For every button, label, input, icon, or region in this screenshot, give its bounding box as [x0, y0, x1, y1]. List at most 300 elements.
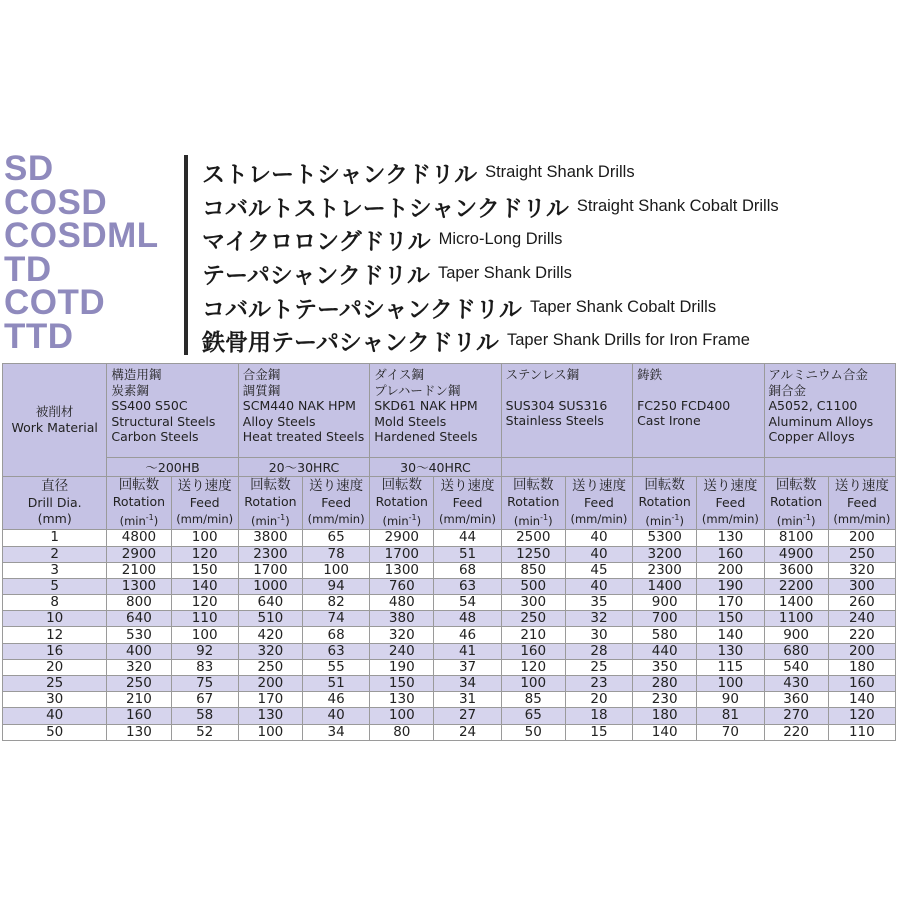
rotation-cell: 160 — [501, 643, 565, 659]
feed-cell: 65 — [302, 530, 369, 546]
rotation-cell: 5300 — [633, 530, 697, 546]
feed-en: Feed — [846, 494, 877, 510]
rotation-cell: 320 — [238, 643, 302, 659]
feed-cell: 46 — [302, 692, 369, 708]
product-title — [202, 190, 892, 224]
rotation-cell: 240 — [370, 643, 434, 659]
rotation-cell: 80 — [370, 724, 434, 740]
work-material-en: Work Material — [11, 420, 98, 435]
rotation-unit: $(\min^{-1})$ — [513, 513, 553, 528]
feed-jp: 送り速度 — [440, 478, 495, 495]
feed-cell: 120 — [171, 595, 238, 611]
rotation-header — [501, 477, 565, 530]
rotation-cell: 3600 — [764, 562, 828, 578]
drill-dia-cell: 2 — [3, 546, 107, 562]
feed-cell: 160 — [697, 546, 764, 562]
table-row — [3, 692, 896, 708]
title-jp: 鉄骨用テーパシャンクドリル — [202, 330, 499, 357]
product-code: COSD — [4, 182, 108, 222]
feed-cell: 40 — [565, 578, 632, 594]
rotation-unit: $(\min^{-1})$ — [119, 513, 159, 528]
rotation-cell: 50 — [501, 724, 565, 740]
feed-cell: 46 — [434, 627, 501, 643]
table-row — [3, 595, 896, 611]
table-row — [3, 708, 896, 724]
title-en: Straight Shank Cobalt Drills — [576, 196, 779, 215]
rotation-cell: 380 — [370, 611, 434, 627]
hardness-cell: 30～40HRC — [370, 458, 501, 477]
divider-bar — [184, 155, 188, 355]
rotation-cell: 130 — [370, 692, 434, 708]
rotation-cell: 1400 — [764, 595, 828, 611]
product-code: TD — [4, 249, 52, 289]
feed-cell: 44 — [434, 530, 501, 546]
rotation-cell: 360 — [764, 692, 828, 708]
material-grades: SS400 S50C — [111, 398, 188, 413]
drill-dia-cell: 30 — [3, 692, 107, 708]
feed-cell: 94 — [302, 578, 369, 594]
rotation-unit: $(\min^{-1})$ — [776, 513, 816, 528]
product-code: SD — [4, 149, 54, 188]
title-en: Taper Shank Drills for Iron Frame — [506, 331, 750, 350]
rotation-en: Rotation — [769, 493, 823, 509]
feed-cell: 27 — [434, 708, 501, 724]
hardness-cell — [501, 458, 632, 477]
feed-cell: 67 — [171, 692, 238, 708]
feed-cell: 120 — [171, 546, 238, 562]
rotation-cell: 1300 — [107, 578, 171, 594]
feed-cell: 28 — [565, 643, 632, 659]
feed-cell: 180 — [828, 659, 895, 675]
rotation-cell: 350 — [633, 659, 697, 675]
rotation-cell: 210 — [107, 692, 171, 708]
feed-en: Feed — [584, 494, 614, 510]
rotation-cell: 680 — [764, 643, 828, 659]
rotation-cell: 1700 — [238, 562, 302, 578]
feed-cell: 100 — [171, 530, 238, 546]
feed-cell: 30 — [565, 627, 632, 643]
feed-cell: 40 — [302, 708, 369, 724]
drill-dia-cell: 16 — [3, 643, 107, 659]
rotation-cell: 190 — [370, 659, 434, 675]
rotation-cell: 640 — [107, 611, 171, 627]
title-jp: ストレートシャンクドリル — [202, 162, 478, 189]
rotation-header — [633, 477, 697, 530]
rotation-header — [107, 477, 171, 530]
table-row — [3, 724, 896, 740]
rotation-en: Rotation — [375, 493, 428, 509]
feed-cell: 54 — [434, 595, 501, 611]
feed-cell: 24 — [434, 724, 501, 740]
table-row — [3, 627, 896, 643]
feed-cell: 100 — [171, 627, 238, 643]
drill-dia-cell: 8 — [3, 595, 107, 611]
rotation-cell: 420 — [238, 627, 302, 643]
rotation-cell: 250 — [501, 611, 565, 627]
material-header — [370, 364, 501, 458]
feed-cell: 170 — [697, 595, 764, 611]
feed-cell: 120 — [828, 708, 895, 724]
rotation-cell: 3200 — [633, 546, 697, 562]
rotation-cell: 760 — [370, 578, 434, 594]
feed-header — [565, 477, 632, 530]
rotation-cell: 250 — [107, 676, 171, 692]
feed-cell: 68 — [434, 562, 501, 578]
product-codes — [4, 149, 180, 356]
rotation-cell: 480 — [370, 595, 434, 611]
rotation-jp: 回転数 — [644, 477, 685, 493]
product-title — [202, 156, 892, 190]
feed-cell: 78 — [302, 546, 369, 562]
rotation-cell: 4800 — [107, 530, 171, 546]
feed-cell: 150 — [697, 611, 764, 627]
product-title — [202, 257, 892, 291]
feed-cell: 34 — [434, 676, 501, 692]
material-en: Mold Steels — [374, 413, 447, 429]
feed-unit: (mm/min) — [833, 512, 891, 527]
title-en: Taper Shank Cobalt Drills — [529, 297, 717, 316]
material-en: Hardened Steels — [374, 429, 478, 444]
rotation-en: Rotation — [507, 493, 560, 509]
rotation-cell: 2300 — [633, 562, 697, 578]
feed-cell: 83 — [171, 659, 238, 675]
material-grades: SKD61 NAK HPM — [374, 398, 478, 413]
feed-cell: 140 — [171, 578, 238, 594]
rotation-header — [238, 477, 302, 530]
table-row — [3, 530, 896, 546]
feed-cell: 90 — [697, 692, 764, 708]
feed-cell: 220 — [828, 627, 895, 643]
table-row — [3, 546, 896, 562]
drill-dia-cell: 50 — [3, 724, 107, 740]
rotation-jp: 回転数 — [250, 477, 291, 493]
hardness-cell — [764, 458, 896, 477]
title-en: Taper Shank Drills — [437, 264, 572, 283]
rotation-cell: 160 — [107, 708, 171, 724]
rotation-en: Rotation — [112, 493, 166, 509]
feed-cell: 115 — [697, 659, 764, 675]
drill-dia-cell: 12 — [3, 627, 107, 643]
table-row — [3, 659, 896, 675]
product-code: COTD — [4, 283, 106, 322]
rotation-en: Rotation — [244, 493, 297, 509]
material-jp: ステンレス鋼 — [505, 367, 580, 382]
drill-dia-cell: 40 — [3, 708, 107, 724]
material-row — [3, 364, 896, 458]
feed-unit: (mm/min) — [176, 512, 234, 527]
material-grades: SCM440 NAK HPM — [242, 398, 356, 413]
feed-cell: 51 — [302, 676, 369, 692]
material-en: Copper Alloys — [768, 429, 855, 444]
feed-en: Feed — [715, 494, 746, 510]
feed-cell: 63 — [434, 578, 501, 594]
product-code: COSDML — [4, 216, 159, 255]
feed-cell: 140 — [697, 627, 764, 643]
rotation-cell: 440 — [633, 643, 697, 659]
feed-cell: 70 — [697, 724, 764, 740]
material-en: Heat treated Steels — [242, 429, 365, 444]
material-jp: 調質鋼 — [242, 382, 281, 398]
rotation-cell: 2200 — [764, 578, 828, 594]
feed-en: Feed — [321, 494, 352, 510]
feed-cell: 320 — [828, 562, 895, 578]
feed-cell: 75 — [171, 676, 238, 692]
column-header-row — [3, 477, 896, 530]
feed-cell: 40 — [565, 546, 632, 562]
product-code: TTD — [4, 316, 74, 356]
rotation-cell: 850 — [501, 562, 565, 578]
feed-cell: 190 — [697, 578, 764, 594]
hardness-row — [3, 458, 896, 477]
title-jp: マイクロロングドリル — [202, 229, 431, 256]
rotation-cell: 900 — [633, 595, 697, 611]
hardness-cell — [633, 458, 764, 477]
rotation-cell: 800 — [107, 595, 171, 611]
rotation-cell: 130 — [238, 708, 302, 724]
title-en: Straight Shank Drills — [485, 163, 635, 182]
material-header — [764, 364, 896, 458]
table-row — [3, 643, 896, 659]
feed-cell: 300 — [828, 578, 895, 594]
title-jp: コバルトテーパシャンクドリル — [202, 296, 522, 323]
feed-cell: 82 — [302, 595, 369, 611]
feed-cell: 110 — [828, 724, 895, 740]
material-en: Aluminum Alloys — [768, 413, 874, 429]
material-grades: FC250 FCD400 — [637, 397, 731, 413]
drill-dia-cell: 1 — [3, 530, 107, 546]
rotation-cell: 140 — [633, 724, 697, 740]
feed-cell: 20 — [565, 692, 632, 708]
feed-header — [434, 477, 501, 530]
feed-cell: 81 — [697, 708, 764, 724]
feed-header — [697, 477, 764, 530]
material-en: Carbon Steels — [111, 429, 199, 444]
feed-cell: 58 — [171, 708, 238, 724]
rotation-cell: 1000 — [238, 578, 302, 594]
feed-cell: 32 — [565, 611, 632, 627]
material-grades: SUS304 SUS316 — [505, 397, 608, 413]
material-header — [107, 364, 238, 458]
material-jp: 合金鋼 — [242, 367, 281, 382]
rotation-unit: $(\min^{-1})$ — [382, 513, 422, 528]
rotation-cell: 270 — [764, 708, 828, 724]
rotation-cell: 900 — [764, 627, 828, 643]
rotation-cell: 2500 — [501, 530, 565, 546]
feed-cell: 25 — [565, 659, 632, 675]
rotation-cell: 1300 — [370, 562, 434, 578]
rotation-cell: 85 — [501, 692, 565, 708]
material-header — [633, 364, 764, 458]
rotation-cell: 200 — [238, 676, 302, 692]
feed-header — [828, 477, 895, 530]
material-jp: 鋳鉄 — [637, 367, 663, 382]
feed-cell: 74 — [302, 611, 369, 627]
rotation-cell: 8100 — [764, 530, 828, 546]
feed-unit: (mm/min) — [570, 512, 628, 527]
drill-dia-jp: 直径 — [41, 478, 69, 495]
material-en: Structural Steels — [111, 413, 216, 429]
material-jp: 炭素鋼 — [111, 382, 149, 398]
product-title — [202, 324, 892, 358]
material-jp: ダイス鋼 — [374, 367, 424, 382]
rotation-cell: 120 — [501, 659, 565, 675]
rotation-cell: 320 — [107, 659, 171, 675]
material-en: Alloy Steels — [242, 413, 316, 429]
rotation-cell: 210 — [501, 627, 565, 643]
feed-cell: 250 — [828, 546, 895, 562]
rotation-cell: 100 — [501, 676, 565, 692]
feed-cell: 63 — [302, 643, 369, 659]
feed-cell: 23 — [565, 676, 632, 692]
rotation-cell: 2300 — [238, 546, 302, 562]
feed-header — [171, 477, 238, 530]
rotation-unit: $(\min^{-1})$ — [645, 513, 685, 528]
feed-jp: 送り速度 — [571, 478, 626, 495]
feed-unit: (mm/min) — [307, 512, 365, 527]
drill-dia-cell: 25 — [3, 676, 107, 692]
rotation-jp: 回転数 — [512, 477, 554, 493]
feed-header — [302, 477, 369, 530]
feed-en: Feed — [452, 494, 483, 510]
rotation-cell: 3800 — [238, 530, 302, 546]
rotation-cell: 1250 — [501, 546, 565, 562]
drill-dia-en: Drill Dia. — [27, 494, 82, 510]
feed-cell: 200 — [697, 562, 764, 578]
feed-en: Feed — [189, 494, 220, 510]
rotation-cell: 580 — [633, 627, 697, 643]
feed-cell: 41 — [434, 643, 501, 659]
work-material-jp: 被削材 — [35, 404, 74, 419]
rotation-cell: 65 — [501, 708, 565, 724]
rotation-cell: 400 — [107, 643, 171, 659]
product-title — [202, 223, 892, 257]
drill-dia-header — [3, 477, 107, 530]
feed-cell: 48 — [434, 611, 501, 627]
feed-cell: 55 — [302, 659, 369, 675]
rotation-cell: 1700 — [370, 546, 434, 562]
rotation-cell: 4900 — [764, 546, 828, 562]
rotation-unit: $(\min^{-1})$ — [251, 513, 290, 528]
rotation-cell: 2900 — [107, 546, 171, 562]
material-en: Cast Irone — [637, 413, 701, 428]
rotation-en: Rotation — [638, 493, 691, 509]
material-en: Stainless Steels — [505, 413, 604, 428]
drill-dia-cell: 3 — [3, 562, 107, 578]
feed-jp: 送り速度 — [177, 478, 232, 495]
cutting-conditions-table — [2, 363, 896, 741]
feed-cell: 31 — [434, 692, 501, 708]
title-jp: テーパシャンクドリル — [202, 263, 430, 290]
feed-cell: 100 — [302, 562, 369, 578]
rotation-cell: 430 — [764, 676, 828, 692]
feed-cell: 15 — [565, 724, 632, 740]
feed-cell: 52 — [171, 724, 238, 740]
rotation-cell: 2900 — [370, 530, 434, 546]
feed-cell: 92 — [171, 643, 238, 659]
feed-unit: (mm/min) — [701, 512, 759, 527]
rotation-header — [764, 477, 828, 530]
rotation-cell: 220 — [764, 724, 828, 740]
rotation-jp: 回転数 — [381, 477, 423, 493]
rotation-cell: 320 — [370, 627, 434, 643]
feed-unit: (mm/min) — [439, 512, 496, 527]
drill-dia-cell: 5 — [3, 578, 107, 594]
feed-cell: 37 — [434, 659, 501, 675]
feed-jp: 送り速度 — [834, 478, 889, 495]
feed-cell: 240 — [828, 611, 895, 627]
drill-dia-cell: 10 — [3, 611, 107, 627]
feed-jp: 送り速度 — [309, 478, 364, 495]
rotation-jp: 回転数 — [118, 477, 160, 493]
material-header — [501, 364, 632, 458]
rotation-cell: 150 — [370, 676, 434, 692]
material-grades: A5052, C1100 — [768, 398, 858, 413]
rotation-cell: 130 — [107, 724, 171, 740]
rotation-jp: 回転数 — [775, 477, 817, 493]
table-row — [3, 611, 896, 627]
rotation-cell: 640 — [238, 595, 302, 611]
product-title — [202, 290, 892, 324]
hardness-cell: 20～30HRC — [238, 458, 369, 477]
table-row — [3, 562, 896, 578]
feed-cell: 18 — [565, 708, 632, 724]
table-row — [3, 676, 896, 692]
feed-cell: 100 — [697, 676, 764, 692]
title-en: Micro-Long Drills — [438, 230, 563, 249]
rotation-cell: 1400 — [633, 578, 697, 594]
hardness-cell: ～200HB — [107, 458, 238, 477]
feed-cell: 35 — [565, 595, 632, 611]
feed-cell: 150 — [171, 562, 238, 578]
rotation-cell: 700 — [633, 611, 697, 627]
feed-cell: 45 — [565, 562, 632, 578]
rotation-cell: 280 — [633, 676, 697, 692]
material-header — [238, 364, 369, 458]
rotation-cell: 180 — [633, 708, 697, 724]
rotation-cell: 100 — [370, 708, 434, 724]
rotation-header — [370, 477, 434, 530]
rotation-cell: 2100 — [107, 562, 171, 578]
feed-cell: 34 — [302, 724, 369, 740]
rotation-cell: 540 — [764, 659, 828, 675]
rotation-cell: 230 — [633, 692, 697, 708]
drill-dia-unit: (mm) — [37, 511, 72, 527]
title-jp: コバルトストレートシャンクドリル — [202, 195, 569, 222]
rotation-cell: 1100 — [764, 611, 828, 627]
work-material-header — [3, 364, 107, 477]
product-titles — [202, 156, 892, 358]
rotation-cell: 510 — [238, 611, 302, 627]
rotation-cell: 100 — [238, 724, 302, 740]
feed-cell: 51 — [434, 546, 501, 562]
material-jp: アルミニウム合金 — [768, 367, 868, 382]
feed-cell: 160 — [828, 676, 895, 692]
feed-cell: 260 — [828, 595, 895, 611]
rotation-cell: 500 — [501, 578, 565, 594]
feed-cell: 68 — [302, 627, 369, 643]
feed-jp: 送り速度 — [703, 478, 758, 495]
feed-cell: 110 — [171, 611, 238, 627]
table-row — [3, 578, 896, 594]
material-jp: 銅合金 — [768, 382, 807, 398]
feed-cell: 140 — [828, 692, 895, 708]
rotation-cell: 170 — [238, 692, 302, 708]
material-jp: 構造用鋼 — [111, 367, 162, 382]
drill-dia-cell: 20 — [3, 659, 107, 675]
rotation-cell: 300 — [501, 595, 565, 611]
feed-cell: 200 — [828, 530, 895, 546]
feed-cell: 40 — [565, 530, 632, 546]
